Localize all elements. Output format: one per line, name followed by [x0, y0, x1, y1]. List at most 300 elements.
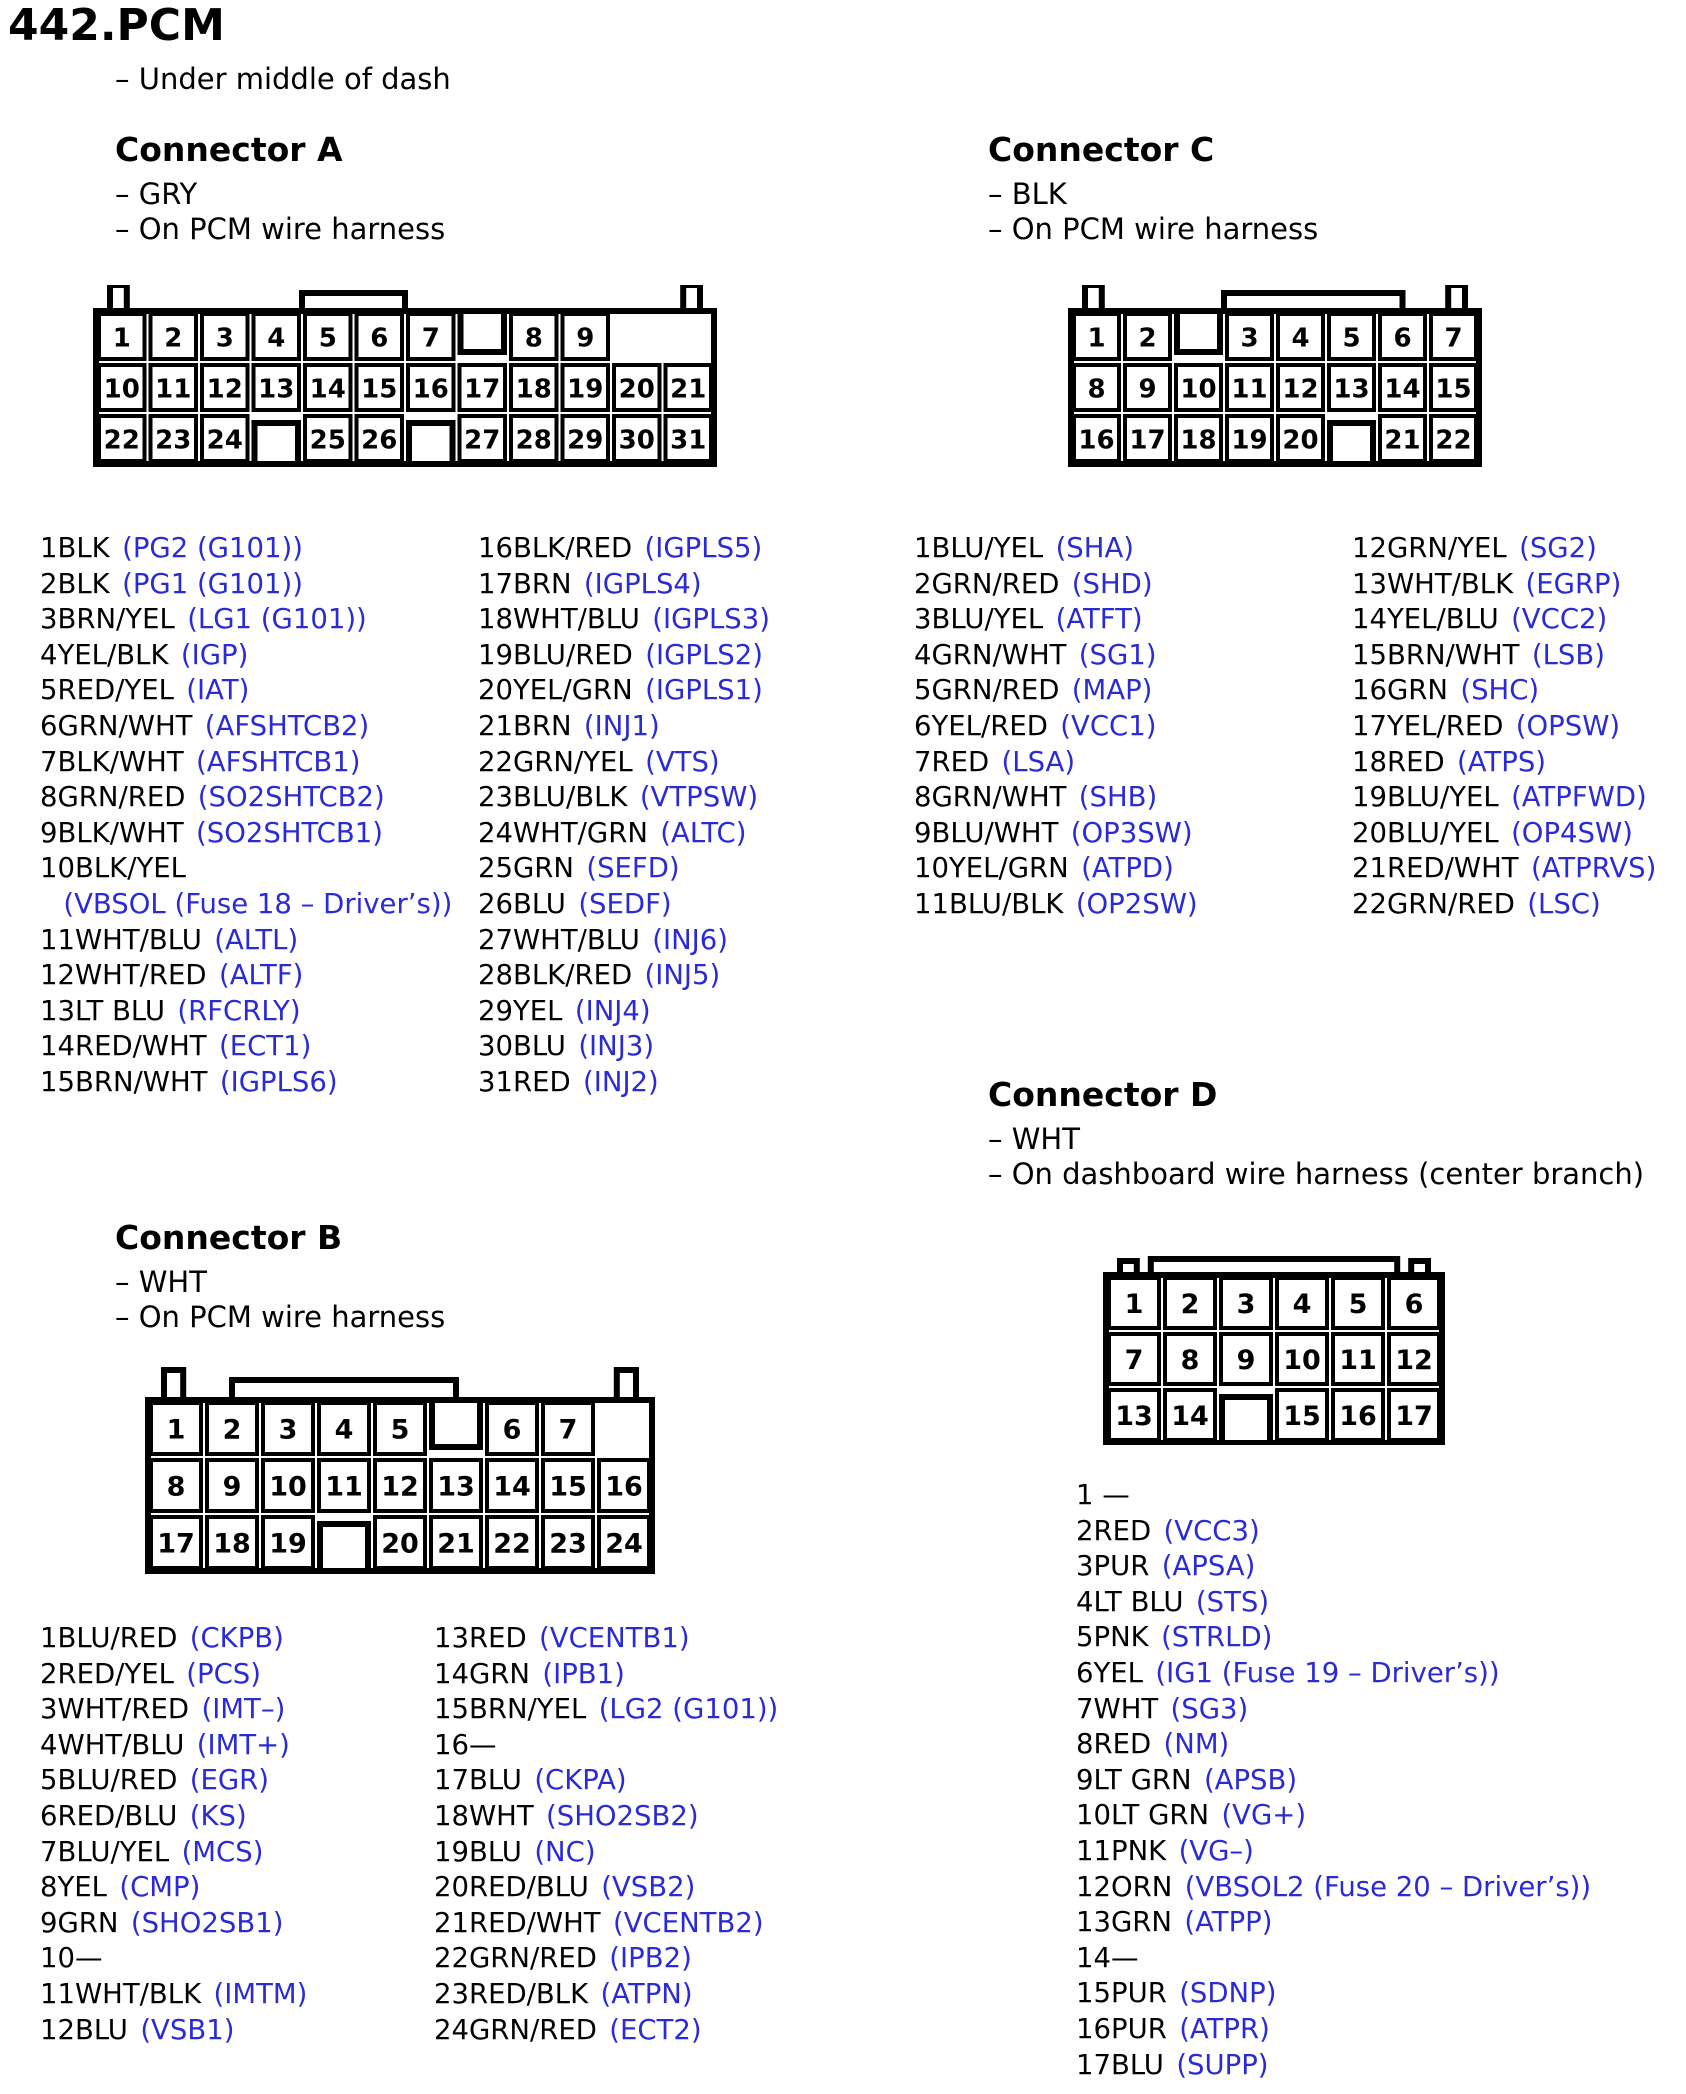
pin-signal: (AFSHTCB1): [196, 745, 361, 778]
pin-signal: (ATPS): [1457, 745, 1547, 778]
connector-c-title: Connector C: [988, 130, 1215, 169]
pin-number: 16: [412, 374, 449, 405]
pin-wire: 2RED: [1076, 1514, 1152, 1547]
pin-row: [478, 745, 770, 781]
pin-number: 24: [206, 425, 243, 456]
pin-row: [434, 1977, 778, 2013]
pin-number: 12: [1395, 1345, 1433, 1376]
key-notch: [320, 1524, 368, 1571]
pin-wire: 10LT GRN: [1076, 1799, 1210, 1832]
pin-row: [1076, 1834, 1591, 1870]
pin-row: [40, 1799, 307, 1835]
pin-number: 22: [103, 425, 140, 456]
pin-wire: 13GRN: [1076, 1906, 1172, 1939]
pin-signal: (VTS): [645, 745, 720, 778]
pin-signal: (INJ6): [652, 923, 728, 956]
connector-b-pin-list-right: [434, 1621, 778, 2048]
connector-d-harness: – On dashboard wire harness (center branch): [988, 1157, 1645, 1191]
pin-signal: (PCS): [186, 1657, 261, 1690]
pin-row: [1076, 1514, 1591, 1550]
pin-number: 14: [493, 1471, 531, 1503]
pin-signal: (VBSOL2 (Fuse 20 – Driver’s)): [1184, 1870, 1592, 1903]
pin-wire: 4LT BLU: [1076, 1585, 1184, 1618]
pin-number: 10: [1283, 1345, 1321, 1376]
pin-signal: (ATPD): [1081, 852, 1174, 885]
pin-number: 8: [1087, 374, 1106, 405]
pin-row: [40, 602, 452, 638]
pin-signal: (OP2SW): [1075, 887, 1198, 920]
pin-wire: 5RED/YEL: [40, 674, 174, 707]
pin-wire: 11BLU/BLK: [914, 887, 1064, 920]
pin-row: [478, 958, 770, 994]
pin-row: [1076, 1941, 1591, 1977]
pin-number: 6: [370, 323, 389, 354]
pin-wire: 29YEL: [478, 994, 563, 1027]
pin-number: 6: [502, 1414, 522, 1446]
corner-tab: [1085, 285, 1102, 311]
pin-number: 11: [155, 374, 192, 405]
pin-signal: (SHO2SB2): [546, 1799, 699, 1832]
pin-row: [1352, 638, 1656, 674]
pin-row: [1076, 1549, 1591, 1585]
pin-row: [40, 1728, 307, 1764]
pin-number: 7: [1124, 1345, 1144, 1376]
pin-number: 2: [1180, 1289, 1200, 1320]
pin-number: 17: [1129, 425, 1166, 456]
pin-signal: (SO2SHTCB2): [197, 781, 385, 814]
pin-wire: 4GRN/WHT: [914, 638, 1067, 671]
pin-signal: (INJ4): [574, 994, 651, 1027]
connector-d-pin-list: [1076, 1478, 1591, 2083]
pin-row: [434, 1870, 778, 1906]
pin-row: [478, 780, 770, 816]
pin-number: 5: [1342, 323, 1361, 354]
pin-wire: 6RED/BLU: [40, 1799, 178, 1832]
pin-wire: 1BLU/YEL: [914, 532, 1044, 564]
pin-signal: (SHA): [1055, 532, 1134, 564]
pin-signal: (EGR): [189, 1764, 270, 1797]
connector-a-pin-list-left: [40, 531, 452, 1101]
pin-signal: (VCENTB2): [612, 1906, 764, 1939]
pin-row: [40, 1835, 307, 1871]
pin-row: [914, 638, 1198, 674]
pin-row: [434, 1657, 778, 1693]
pin-row: [478, 673, 770, 709]
pin-wire: 28BLK/RED: [478, 959, 633, 992]
pin-row: [478, 816, 770, 852]
pin-signal: (IGP): [180, 638, 249, 671]
pin-wire: 1BLU/RED: [40, 1622, 178, 1654]
pin-row: [40, 1692, 307, 1728]
pin-row: [914, 709, 1198, 745]
pin-wire: 12BLU: [40, 2013, 128, 2046]
corner-tab: [683, 285, 700, 311]
pin-row: [434, 1728, 778, 1764]
pin-row: [478, 638, 770, 674]
pin-number: 7: [558, 1414, 578, 1446]
pin-number: 13: [437, 1471, 475, 1503]
pin-wire: 16PUR: [1076, 2012, 1167, 2045]
pin-number: 31: [670, 425, 707, 456]
pin-number: 18: [515, 374, 552, 405]
pin-number: 1: [1087, 323, 1106, 354]
pin-wire: 31RED: [478, 1065, 571, 1098]
pin-number: 19: [1231, 425, 1268, 456]
pin-wire: 18RED: [1352, 745, 1445, 778]
pin-number: 12: [381, 1471, 419, 1503]
pin-wire: 30BLU: [478, 1030, 566, 1063]
pin-signal: (IMTM): [213, 1977, 308, 2010]
pin-row: [1352, 673, 1656, 709]
pin-row: [478, 851, 770, 887]
pin-wire: 18WHT/BLU: [478, 603, 640, 636]
pin-signal: (ATFT): [1055, 603, 1143, 636]
pin-wire: 25GRN: [478, 852, 574, 885]
pin-number: 1: [112, 323, 131, 354]
pin-signal: (LSA): [1001, 745, 1076, 778]
pin-number: 2: [164, 323, 183, 354]
pin-signal: (INJ3): [578, 1030, 655, 1063]
page-title: 442.PCM: [8, 0, 225, 51]
pin-signal: (INJ2): [583, 1065, 659, 1098]
pin-number: 10: [269, 1471, 307, 1503]
pin-wire: 19BLU/RED: [478, 638, 633, 671]
pin-number: 19: [269, 1528, 307, 1560]
pin-number: 21: [1384, 425, 1421, 456]
pin-signal: (ALTL): [214, 923, 299, 956]
pin-signal: (VCENTB1): [539, 1622, 690, 1654]
pin-signal: (IGPLS3): [652, 603, 770, 636]
pin-signal: (IGPLS4): [583, 567, 702, 600]
pin-wire: 20RED/BLU: [434, 1871, 589, 1904]
pin-row: [434, 1835, 778, 1871]
pin-number: 8: [1180, 1345, 1200, 1376]
pin-number: 15: [1435, 374, 1472, 405]
pin-wire: 6YEL/RED: [914, 709, 1048, 742]
pin-number: 21: [670, 374, 707, 405]
pin-number: 17: [464, 374, 501, 405]
pin-row: [40, 1906, 307, 1942]
connector-b-diagram: [140, 1365, 670, 1575]
pin-row: [914, 567, 1198, 603]
pin-number: 3: [278, 1414, 298, 1446]
pin-number: 8: [166, 1471, 186, 1503]
pin-signal: (ALTF): [218, 959, 304, 992]
pin-wire: 13LT BLU: [40, 994, 166, 1027]
pin-row: [40, 780, 452, 816]
pin-wire: 17BLU: [1076, 2048, 1164, 2081]
pin-row: [40, 638, 452, 674]
pin-number: 3: [1236, 1289, 1256, 1320]
pin-row: [1352, 709, 1656, 745]
pin-number: 8: [524, 323, 543, 354]
pin-wire: 15BRN/WHT: [40, 1065, 208, 1098]
pin-signal: (KS): [189, 1799, 247, 1832]
connector-a-pin-list-right: [478, 531, 770, 1101]
pin-row: [478, 531, 770, 567]
pin-signal: (CMP): [119, 1871, 201, 1904]
pin-number: 12: [206, 374, 243, 405]
pin-signal: (ALTC): [660, 816, 747, 849]
pin-wire: 12GRN/YEL: [1352, 532, 1507, 564]
connector-d-title: Connector D: [988, 1075, 1218, 1114]
pin-number: 1: [166, 1414, 186, 1446]
pin-wire: 8GRN/WHT: [914, 781, 1067, 814]
pin-signal: (OP3SW): [1070, 816, 1193, 849]
pin-row: [914, 531, 1198, 567]
pin-wire: 14RED/WHT: [40, 1030, 207, 1063]
pin-wire: 6YEL: [1076, 1656, 1143, 1689]
pin-wire: 3WHT/RED: [40, 1693, 190, 1726]
pin-signal: (ECT2): [609, 2013, 702, 2046]
pin-wire: 22GRN/RED: [1352, 887, 1515, 920]
key-notch: [432, 1400, 480, 1447]
pin-signal: (INJ1): [583, 709, 660, 742]
pin-signal: (LSC): [1527, 887, 1601, 920]
pin-signal: (OPSW): [1515, 709, 1621, 742]
pin-signal: (VG–): [1178, 1834, 1254, 1867]
pin-wire: 24GRN/RED: [434, 2013, 597, 2046]
pin-wire: 21RED/WHT: [1352, 852, 1519, 885]
connector-c-color: – BLK: [988, 177, 1067, 211]
location-note: – Under middle of dash: [115, 62, 451, 96]
pin-row: [1076, 2048, 1591, 2084]
pin-wire: 9LT GRN: [1076, 1763, 1192, 1796]
pin-wire: 21BRN: [478, 709, 572, 742]
pin-row: [478, 567, 770, 603]
pin-signal: (ATPP): [1184, 1906, 1273, 1939]
pin-row: [1076, 1976, 1591, 2012]
pin-row: [914, 673, 1198, 709]
pin-signal: (LSB): [1531, 638, 1605, 671]
pin-wire: 11PNK: [1076, 1834, 1167, 1867]
pin-row: [1352, 816, 1656, 852]
pin-number: 4: [267, 323, 286, 354]
pin-signal: (PG1 (G101)): [122, 567, 303, 600]
pin-number: 18: [1180, 425, 1217, 456]
key-notch: [255, 423, 299, 464]
pin-row: [914, 816, 1198, 852]
pin-row: [40, 567, 452, 603]
pin-number: 7: [421, 323, 440, 354]
pin-row: [914, 887, 1198, 923]
pin-row: [1076, 1620, 1591, 1656]
connector-d-diagram: [1100, 1235, 1460, 1445]
pin-signal: (INJ5): [644, 959, 721, 992]
pin-number: 27: [464, 425, 501, 456]
pin-wire: 8YEL: [40, 1871, 107, 1904]
pin-wire: 7BLK/WHT: [40, 745, 184, 778]
pin-number: 1: [1124, 1289, 1144, 1320]
connector-a-diagram: [90, 285, 730, 475]
pin-signal: (SEFD): [586, 852, 680, 885]
pin-signal: (IGPLS2): [645, 638, 763, 671]
pin-row: [40, 531, 452, 567]
pin-number: 9: [576, 323, 595, 354]
pin-signal: (SG3): [1170, 1692, 1249, 1725]
pin-number: 22: [493, 1528, 531, 1560]
pin-row: [1352, 887, 1656, 923]
pin-wire: 26BLU: [478, 887, 566, 920]
pin-wire: 16GRN: [1352, 674, 1448, 707]
connector-outline: [1106, 1275, 1442, 1443]
pin-number: 2: [1138, 323, 1157, 354]
pin-number: 3: [1240, 323, 1259, 354]
pin-number: 13: [1115, 1401, 1153, 1432]
pin-row: [1352, 567, 1656, 603]
pin-signal: (ATPRVS): [1530, 852, 1657, 885]
connector-b-harness: – On PCM wire harness: [115, 1300, 446, 1334]
pin-row: [40, 1941, 307, 1977]
pin-wire: 4YEL/BLK: [40, 638, 169, 671]
pin-number: 16: [605, 1471, 643, 1503]
pin-number: 5: [390, 1414, 410, 1446]
pin-row: [40, 887, 452, 923]
pin-row: [40, 673, 452, 709]
pin-wire: 9BLU/WHT: [914, 816, 1059, 849]
pin-number: 10: [1180, 374, 1217, 405]
pin-wire: 15PUR: [1076, 1977, 1167, 2010]
pin-number: 15: [1283, 1401, 1321, 1432]
pin-signal: (SEDF): [578, 887, 672, 920]
pin-wire: 20BLU/YEL: [1352, 816, 1499, 849]
pin-number: 29: [567, 425, 604, 456]
corner-tab: [164, 1370, 183, 1400]
pin-number: 26: [361, 425, 398, 456]
pin-row: [914, 745, 1198, 781]
pin-signal: (IMT–): [201, 1693, 286, 1726]
pin-number: 16: [1078, 425, 1115, 456]
pin-wire: 3BRN/YEL: [40, 603, 175, 636]
pin-row: [1076, 1692, 1591, 1728]
key-notch: [1222, 1397, 1270, 1443]
pin-signal: (ATPN): [600, 1977, 693, 2010]
pin-signal: (ECT1): [218, 1030, 312, 1063]
pin-signal: (STS): [1195, 1585, 1270, 1618]
pin-signal: (IPB2): [609, 1942, 692, 1975]
pin-wire: 9BLK/WHT: [40, 816, 184, 849]
pin-signal: (SHO2SB1): [130, 1906, 284, 1939]
pin-wire: 21RED/WHT: [434, 1906, 601, 1939]
connector-a-title: Connector A: [115, 130, 343, 169]
key-notch: [409, 423, 453, 464]
pin-wire: 12WHT/RED: [40, 959, 207, 992]
pin-number: 6: [1404, 1289, 1424, 1320]
pin-number: 13: [258, 374, 295, 405]
pin-signal: (VCC3): [1163, 1514, 1260, 1547]
pin-wire: 14—: [1076, 1941, 1139, 1974]
pin-wire: 23RED/BLK: [434, 1977, 589, 2010]
pin-number: 21: [437, 1528, 475, 1560]
pin-wire: 3BLU/YEL: [914, 603, 1044, 636]
pin-number: 17: [1395, 1401, 1433, 1432]
pin-wire: 24WHT/GRN: [478, 816, 648, 849]
pin-wire: 3PUR: [1076, 1550, 1150, 1583]
pin-row: [478, 887, 770, 923]
pin-signal: (IGPLS6): [219, 1065, 338, 1098]
pin-wire: 17BRN: [478, 567, 572, 600]
corner-tab: [1448, 285, 1465, 311]
pin-wire: 2GRN/RED: [914, 567, 1060, 600]
pin-wire: 17YEL/RED: [1352, 709, 1504, 742]
pin-wire: 16—: [434, 1728, 497, 1761]
pin-row: [40, 2013, 307, 2049]
corner-tab: [617, 1370, 636, 1400]
pin-signal: (VBSOL (Fuse 18 – Driver’s)): [63, 887, 453, 920]
pin-wire: 5PNK: [1076, 1621, 1149, 1654]
pin-wire: 14YEL/BLU: [1352, 603, 1499, 636]
pin-wire: 9GRN: [40, 1906, 119, 1939]
pin-signal: (SG2): [1519, 532, 1597, 564]
key-notch: [1330, 423, 1373, 464]
pin-row: [40, 1029, 452, 1065]
pin-signal: (APSA): [1161, 1550, 1256, 1583]
pin-wire: 10BLK/YEL: [40, 852, 186, 885]
pin-signal: (APSB): [1203, 1763, 1298, 1796]
pin-number: 4: [334, 1414, 354, 1446]
pin-signal: (SHD): [1071, 567, 1153, 600]
pin-number: 5: [318, 323, 337, 354]
pin-wire: 4WHT/BLU: [40, 1728, 185, 1761]
pin-wire: 5GRN/RED: [914, 674, 1060, 707]
pin-wire: 13WHT/BLK: [1352, 567, 1514, 600]
pin-signal: (LG1 (G101)): [187, 603, 367, 636]
pin-wire: 14GRN: [434, 1657, 530, 1690]
pin-number: 14: [1171, 1401, 1209, 1432]
pin-signal: (SO2SHTCB1): [196, 816, 383, 849]
pin-wire: 7WHT: [1076, 1692, 1159, 1725]
pin-row: [434, 1906, 778, 1942]
pin-wire: 11WHT/BLU: [40, 923, 202, 956]
pin-number: 14: [309, 374, 346, 405]
pin-signal: (ATPR): [1179, 2012, 1270, 2045]
pin-wire: 7BLU/YEL: [40, 1835, 170, 1868]
pin-signal: (CKPB): [189, 1622, 284, 1654]
pin-signal: (AFSHTCB2): [204, 709, 370, 742]
pin-signal: (EGRP): [1525, 567, 1622, 600]
pin-wire: 19BLU/YEL: [1352, 781, 1499, 814]
pin-signal: (NM): [1163, 1728, 1230, 1761]
pin-row: [40, 1657, 307, 1693]
pin-row: [434, 1621, 778, 1657]
pin-number: 11: [325, 1471, 363, 1503]
pin-signal: (VSB2): [601, 1871, 696, 1904]
pin-signal: (VCC2): [1511, 603, 1608, 636]
connector-c-harness: – On PCM wire harness: [988, 212, 1319, 246]
key-notch: [1177, 311, 1220, 352]
pin-row: [1076, 1478, 1591, 1514]
pin-row: [40, 994, 452, 1030]
pin-row: [1352, 602, 1656, 638]
connector-c-pin-list-left: [914, 531, 1198, 923]
pin-wire: 23BLU/BLK: [478, 781, 628, 814]
pin-number: 17: [157, 1528, 195, 1560]
connector-b-pin-list-left: [40, 1621, 307, 2048]
pin-wire: 20YEL/GRN: [478, 674, 633, 707]
pin-wire: 27WHT/BLU: [478, 923, 640, 956]
pin-number: 5: [1348, 1289, 1368, 1320]
pin-row: [40, 1621, 307, 1657]
pin-signal: (IAT): [186, 674, 250, 707]
pin-wire: 10YEL/GRN: [914, 852, 1069, 885]
pin-signal: (PG2 (G101)): [122, 532, 303, 564]
pin-signal: (MCS): [181, 1835, 264, 1868]
pin-row: [1352, 745, 1656, 781]
pin-row: [478, 994, 770, 1030]
pin-row: [914, 851, 1198, 887]
pin-row: [1076, 1763, 1591, 1799]
pin-wire: 18WHT: [434, 1799, 534, 1832]
